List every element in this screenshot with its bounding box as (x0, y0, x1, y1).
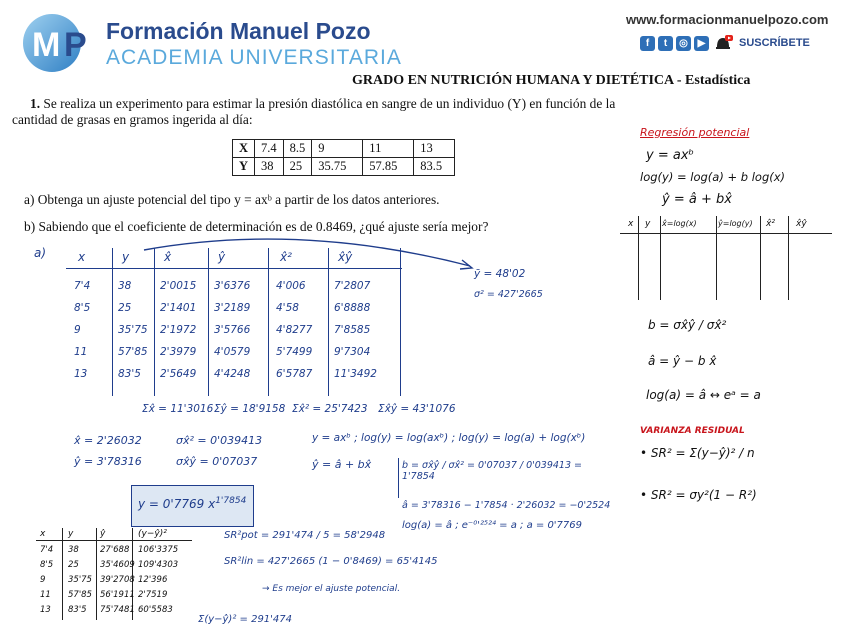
calc-bracket (398, 458, 399, 498)
sidebar-th: y (645, 219, 651, 229)
svg-text:P: P (64, 26, 87, 64)
table1-cell: 11'3492 (334, 368, 377, 380)
table1-header: y (122, 250, 130, 264)
table1-col-line (268, 248, 269, 396)
table2-cell: 12'396 (138, 575, 168, 585)
y-header: Y (233, 158, 255, 176)
model-line-2: ŷ = â + bx̂ (312, 458, 372, 471)
residual-sum: Σ(y−ŷ)² = 291'474 (198, 614, 293, 625)
sidebar-table-header-line (620, 233, 832, 234)
table1-cell: 4'4248 (214, 368, 251, 380)
sr2-potential: SR²pot = 291'474 / 5 = 58'2948 (224, 530, 386, 541)
sidebar-b-formula: b = σx̂ŷ / σx̂² (648, 318, 727, 332)
table1-cell: 4'8277 (276, 324, 313, 336)
cell: 11 (363, 140, 414, 158)
cell: 83.5 (414, 158, 455, 176)
table1-header: x̂ (164, 250, 172, 264)
bell-icon[interactable] (712, 34, 734, 52)
brand-name: Formación Manuel Pozo (106, 18, 371, 44)
table1-cell: 11 (74, 346, 88, 358)
instagram-icon[interactable]: ◎ (676, 36, 691, 51)
table1-cell: 57'85 (118, 346, 148, 358)
solution-label-a: a) (34, 246, 47, 260)
table2-cell: 13 (40, 605, 51, 615)
table2-cell: 57'85 (68, 590, 92, 600)
table2-col-line (96, 528, 97, 620)
table2-cell: 35'75 (68, 575, 92, 585)
sum-xhatyhat: Σx̂ŷ = 43'1076 (378, 403, 456, 415)
sidebar-th: x̂² (766, 219, 775, 229)
sidebar-title: Regresión potencial (640, 126, 750, 139)
varianza-title: VARIANZA RESIDUAL (640, 426, 745, 436)
cell: 38 (255, 158, 284, 176)
table2-cell: 2'7519 (138, 590, 168, 600)
brand-subtitle: ACADEMIA UNIVERSITARIA (106, 46, 402, 69)
table2-col-line (62, 528, 63, 620)
table1-cell: 6'8888 (334, 302, 371, 314)
table2-cell: 56'1911 (100, 590, 135, 600)
table2-cell: 35'4609 (100, 560, 135, 570)
cell: 25 (283, 158, 312, 176)
sidebar-sr-2: • SR² = σy²(1 − R²) (640, 488, 757, 502)
table2-cell: 109'4303 (138, 560, 179, 570)
sidebar-th: x̂ŷ (796, 219, 807, 229)
table1-header: x̂² (280, 250, 292, 264)
ybar-note: ȳ = 48'02 (474, 268, 526, 280)
sum-yhat: Σŷ = 18'9158 (214, 403, 286, 415)
table1-cell: 13 (74, 368, 88, 380)
sidebar-col-line (660, 216, 661, 300)
sidebar-sr-1: • SR² = Σ(y−ŷ)² / n (640, 446, 755, 460)
table1-cell: 9 (74, 324, 81, 336)
table1-col-line (154, 248, 155, 396)
table1-cell: 7'2807 (334, 280, 371, 292)
svg-text:M: M (32, 26, 61, 64)
sr2-linear: SR²lin = 427'2665 (1 − 0'8469) = 65'4145 (224, 556, 438, 567)
table1-header: x̂ŷ (338, 250, 353, 264)
sidebar-a-formula: â = ŷ − b x̂ (648, 354, 717, 368)
table1-cell: 2'1972 (160, 324, 197, 336)
table1-cell: 25 (118, 302, 132, 314)
table2-cell: 8'5 (40, 560, 54, 570)
sidebar-col-line (788, 216, 789, 300)
stat-sxy: σx̂ŷ = 0'07037 (176, 455, 258, 468)
sidebar-col-line (638, 216, 639, 300)
table1-cell: 4'0579 (214, 346, 251, 358)
table2-header: x (40, 529, 46, 539)
table2-cell: 75'7481 (100, 605, 135, 615)
cell: 8.5 (283, 140, 312, 158)
problem-statement (30, 96, 690, 112)
data-row-y (233, 158, 455, 176)
sidebar-th: x (628, 219, 634, 229)
table2-header-line (36, 540, 192, 541)
table2-header: ŷ (100, 529, 106, 539)
table1-cell: 4'58 (276, 302, 299, 314)
stat-ybar: ŷ = 3'78316 (74, 455, 142, 468)
sidebar-th: ŷ=log(y) (718, 219, 753, 228)
x-header: X (233, 140, 255, 158)
loga-calculation: log(a) = â ; e⁻⁰'²⁵²⁴ = a ; a = 0'7769 (402, 520, 583, 531)
table1-cell: 35'75 (118, 324, 148, 336)
sidebar-formula-1: y = axᵇ (646, 148, 695, 163)
result-base: y = 0'7769 x (138, 497, 216, 511)
table2-cell: 60'5583 (138, 605, 173, 615)
table1-cell: 4'006 (276, 280, 306, 292)
table1-cell: 7'4 (74, 280, 91, 292)
sidebar-th: x̂=log(x) (662, 219, 697, 228)
table1-cell: 83'5 (118, 368, 141, 380)
table1-cell: 3'6376 (214, 280, 251, 292)
table1-cell: 6'5787 (276, 368, 313, 380)
table2-cell: 25 (68, 560, 79, 570)
problem-number: 1. (30, 96, 41, 111)
table2-cell: 83'5 (68, 605, 87, 615)
part-a-question: a) Obtenga un ajuste potencial del tipo y = axᵇ a partir de los datos anteriores. (24, 192, 440, 207)
table1-cell: 38 (118, 280, 132, 292)
twitter-icon[interactable]: t (658, 36, 673, 51)
table1-header-line (66, 268, 402, 269)
social-bar (640, 34, 810, 52)
b-calculation: b = σx̂ŷ / σx̂² = 0'07037 / 0'039413 = 1'7854 (402, 460, 583, 482)
table1-header: x (78, 250, 86, 264)
table1-cell: 2'1401 (160, 302, 197, 314)
data-row-x (233, 140, 455, 158)
table1-cell: 8'5 (74, 302, 91, 314)
sidebar-col-line (716, 216, 717, 300)
cell: 35.75 (312, 158, 363, 176)
cell: 57.85 (363, 158, 414, 176)
table2-cell: 11 (40, 590, 51, 600)
table1-cell: 2'5649 (160, 368, 197, 380)
cell: 13 (414, 140, 455, 158)
table1-cell: 2'0015 (160, 280, 197, 292)
table1-cell: 9'7304 (334, 346, 371, 358)
cell: 9 (312, 140, 363, 158)
brand-logo-icon (18, 12, 102, 74)
website-link[interactable]: www.formacionmanuelpozo.com (626, 12, 829, 27)
table2-cell: 38 (68, 545, 79, 555)
variance-note: σ² = 427'2665 (474, 289, 543, 300)
subscribe-button[interactable]: SUSCRÍBETE (739, 37, 810, 49)
data-table (232, 139, 455, 176)
table1-cell: 3'5766 (214, 324, 251, 336)
table2-cell: 7'4 (40, 545, 54, 555)
table1-cell: 7'8585 (334, 324, 371, 336)
model-line-1: y = axᵇ ; log(y) = log(axᵇ) ; log(y) = log(a) + log(xᵇ) (312, 432, 586, 444)
sidebar-log-formula: log(a) = â ↔ eᵃ = a (646, 388, 761, 402)
problem-line-1: Se realiza un experimento para estimar la presión diastólica en sangre de un individuo (Y) en función de la (43, 96, 616, 111)
table2-header: (y−ŷ)² (138, 529, 167, 539)
sidebar-col-line (760, 216, 761, 300)
table2-header: y (68, 529, 74, 539)
sum-xhat: Σx̂ = 11'3016 (142, 403, 214, 415)
part-b-question: b) Sabiendo que el coeficiente de determinación es de 0.8469, ¿qué ajuste sería mejor? (24, 219, 489, 234)
stat-xbar: x̂ = 2'26032 (74, 434, 142, 447)
course-title: GRADO EN NUTRICIÓN HUMANA Y DIETÉTICA - Estadística (352, 73, 751, 88)
arrow-icon (140, 228, 480, 278)
problem-line-2: cantidad de grasas en gramos ingerida al día: (12, 112, 253, 127)
table2-cell: 27'688 (100, 545, 130, 555)
table2-cell: 106'3375 (138, 545, 179, 555)
table1-cell: 3'2189 (214, 302, 251, 314)
table1-cell: 5'7499 (276, 346, 313, 358)
table2-cell: 9 (40, 575, 46, 585)
table1-col-line (328, 248, 329, 396)
result-exponent: 1'7854 (215, 496, 247, 506)
table2-cell: 39'2708 (100, 575, 135, 585)
facebook-icon[interactable]: f (640, 36, 655, 51)
cell: 7.4 (255, 140, 284, 158)
sidebar-formula-3: ŷ = â + bx̂ (662, 192, 732, 207)
table1-col-line (400, 248, 401, 396)
result-formula (138, 496, 246, 511)
table1-cell: 2'3979 (160, 346, 197, 358)
table1-col-line (208, 248, 209, 396)
conclusion-text: → Es mejor el ajuste potencial. (262, 584, 401, 594)
sidebar-formula-2: log(y) = log(a) + b log(x) (640, 170, 786, 184)
sum-xhat2: Σx̂² = 25'7423 (292, 403, 368, 415)
stat-sx2: σx̂² = 0'039413 (176, 434, 263, 447)
table1-col-line (112, 248, 113, 396)
ahat-calculation: â = 3'78316 − 1'7854 · 2'26032 = −0'2524 (402, 500, 611, 511)
table1-header: ŷ (218, 250, 226, 264)
youtube-icon[interactable]: ▶ (694, 36, 709, 51)
